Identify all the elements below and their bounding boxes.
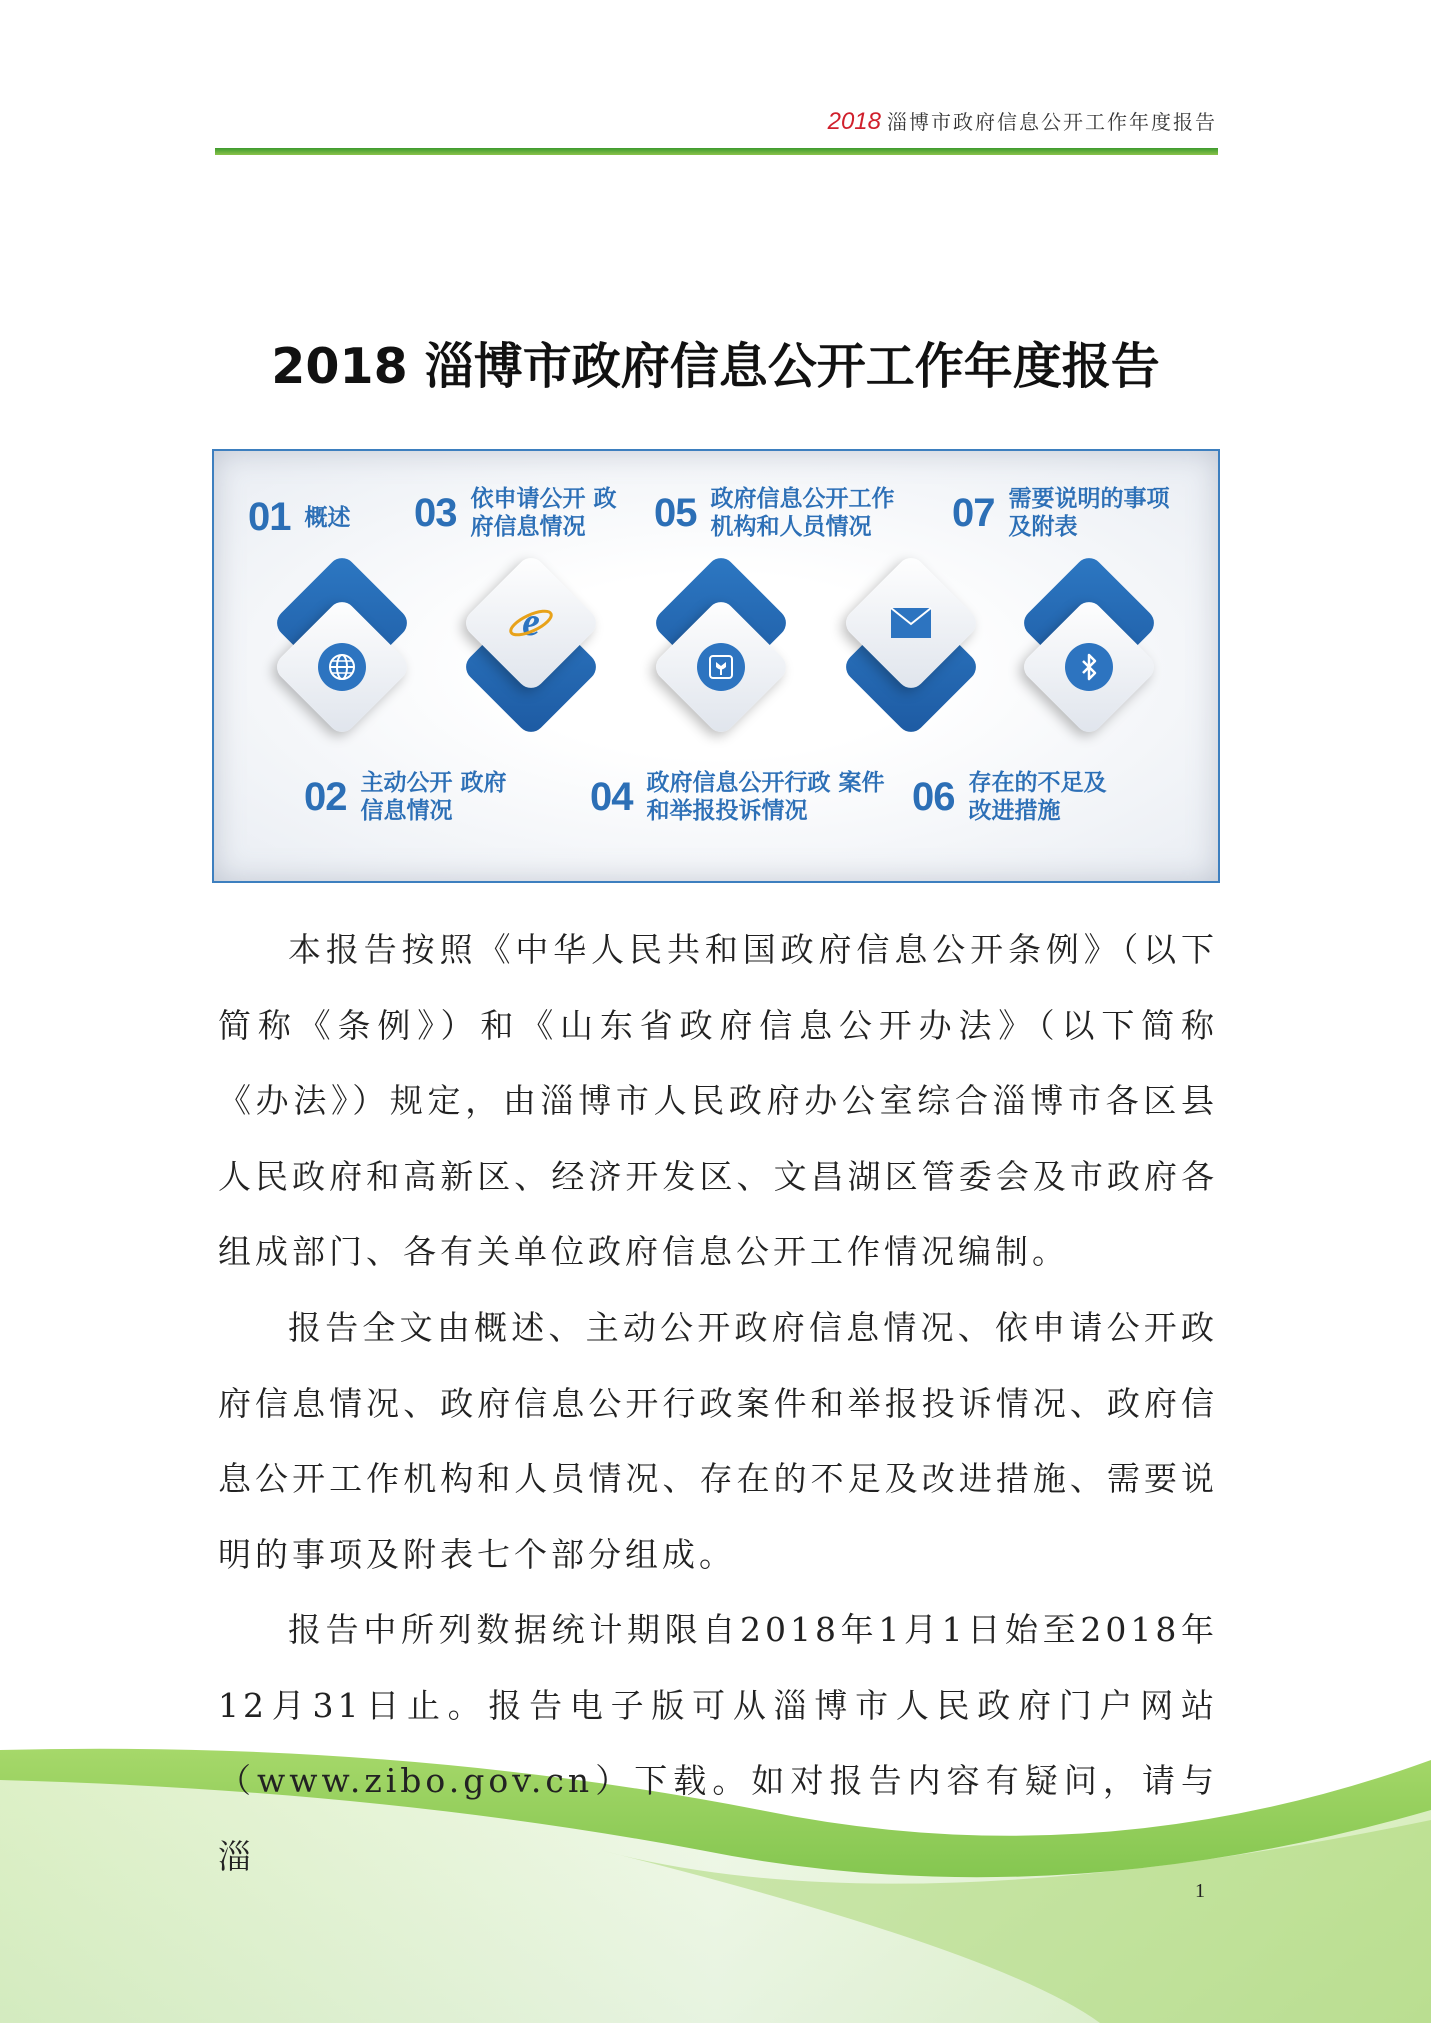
toc-num: 03 bbox=[414, 490, 457, 535]
paragraph-2: 报告全文由概述、主动公开政府信息情况、依申请公开政府信息情况、政府信息公开行政案件和举报投诉情况、政府信息公开工作机构和人员情况、存在的不足及改进措施、需要说明的事项及附表七个部分组成。 bbox=[218, 1308, 1218, 1574]
page-number: 1 bbox=[1195, 1880, 1205, 1902]
toc-label: 存在的不足及 改进措施 bbox=[968, 770, 1107, 824]
diamond-flower bbox=[656, 569, 786, 729]
toc-label: 需要说明的事项 及附表 bbox=[1008, 486, 1170, 540]
toc-num: 01 bbox=[248, 495, 291, 539]
envelope-icon bbox=[887, 599, 935, 647]
page-title: 2018 淄博市政府信息公开工作年度报告 bbox=[271, 338, 1160, 395]
toc-label: 依申请公开 政府信息情况 bbox=[470, 486, 617, 540]
contents-panel bbox=[212, 449, 1220, 883]
toc-num: 05 bbox=[654, 490, 697, 535]
toc-item-04 bbox=[590, 769, 887, 825]
svg-text:e: e bbox=[522, 599, 540, 644]
toc-item-07 bbox=[952, 485, 1199, 541]
header-year: 2018 bbox=[827, 108, 881, 135]
toc-item-06 bbox=[912, 769, 1129, 825]
header-rule bbox=[215, 148, 1218, 155]
diamond-globe bbox=[277, 569, 407, 729]
bluetooth-icon bbox=[1065, 643, 1113, 691]
diamond-envelope bbox=[846, 569, 976, 729]
toc-label: 概述 bbox=[304, 504, 351, 531]
paragraph-1: 本报告按照《中华人民共和国政府信息公开条例》（以下简称《条例》）和《山东省政府信息公开办法》（以下简称《办法》）规定，由淄博市人民政府办公室综合淄博市各区县人民政府和高新区、经济开发区、文昌湖区管委会及市政府各组成部门、各有关单位政府信息公开工作情况编制。 bbox=[218, 930, 1218, 1272]
toc-label: 政府信息公开工作 机构和人员情况 bbox=[710, 486, 895, 540]
paragraph-3: 报告中所列数据统计期限自2018年1月1日始至2018年12月31日止。报告电子版可从淄博市人民政府门户网站（www.zibo.gov.cn）下载。如对报告内容有疑问，请与淄 bbox=[218, 1610, 1218, 1876]
header-title: 淄博市政府信息公开工作年度报告 bbox=[887, 110, 1217, 134]
diamond-browser bbox=[466, 569, 596, 729]
running-header bbox=[828, 106, 1217, 136]
globe-icon bbox=[318, 643, 366, 691]
ie-browser-icon bbox=[507, 599, 555, 647]
toc-item-02 bbox=[304, 769, 521, 825]
toc-item-03 bbox=[414, 485, 631, 541]
toc-item-01 bbox=[248, 495, 385, 540]
toc-item-05 bbox=[654, 485, 921, 541]
diamond-bluetooth bbox=[1024, 569, 1154, 729]
toc-num: 06 bbox=[912, 774, 955, 819]
toc-num: 02 bbox=[304, 774, 347, 819]
flower-icon bbox=[697, 643, 745, 691]
toc-label: 主动公开 政府信息情况 bbox=[360, 770, 507, 824]
toc-num: 07 bbox=[952, 490, 995, 535]
toc-num: 04 bbox=[590, 774, 633, 819]
toc-label: 政府信息公开行政 案件和举报投诉情况 bbox=[646, 770, 885, 824]
